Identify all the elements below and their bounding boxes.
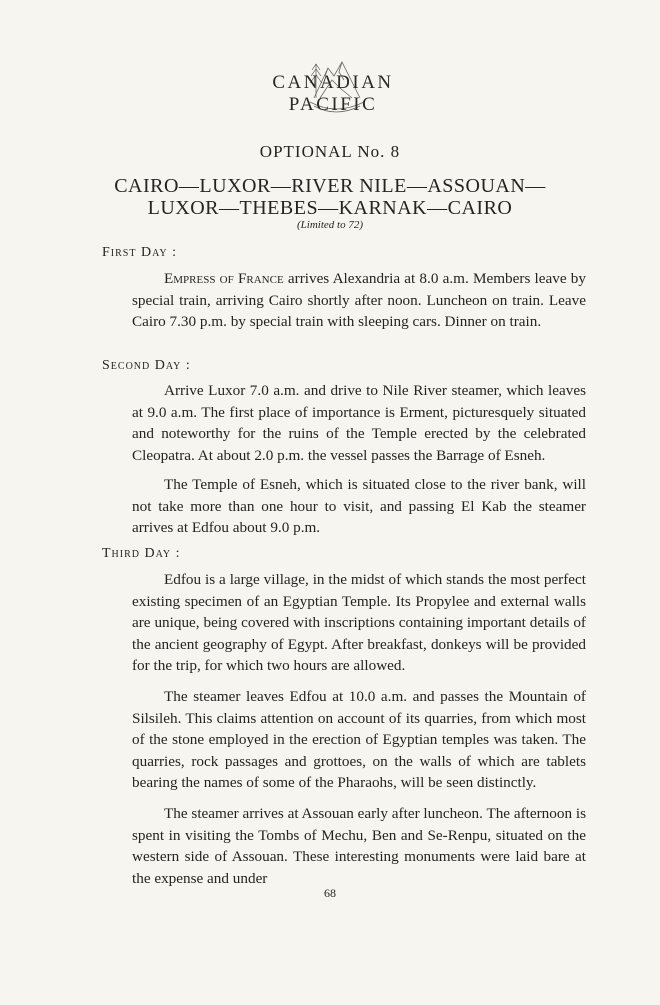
second-day-paragraph-2: The Temple of Esneh, which is situated close to the river bank, will not take more than one hour to visit, and passing El Kab the steamer arrives at Edfou about 9.0 p.m.	[132, 476, 586, 536]
third-day-paragraph-1: Edfou is a large village, in the midst of which stands the most perfect existing specimen of an Egyptian Temple. Its Propylee and external walls are unique, being covered with inscriptions containing important details of the ancient geography of Egypt. After breakfast, donkeys will be provided for the trip, for which two hours are allowed.	[132, 571, 586, 674]
third-day-paragraph-2: The steamer leaves Edfou at 10.0 a.m. and passes the Mountain of Silsileh. This claims attention on account of its quarries, from which most of the stone employed in the erection of Egyptian temples was taken. The quarries, rock passages and grottoes, on the walls of which are tablets bearing the names of some of the Pharaohs, will be seen distinctly.	[132, 688, 586, 791]
day-heading-second: Second Day :	[102, 358, 191, 373]
page-number: 68	[324, 886, 336, 900]
route-title-line-2: LUXOR—THEBES—KARNAK—CAIRO	[147, 197, 513, 219]
day-heading-third: Third Day :	[102, 546, 181, 561]
brand-wordmark: CANADIAN PACIFIC	[272, 72, 394, 115]
optional-title: OPTIONAL No. 8	[259, 142, 401, 161]
third-day-paragraph-3: The steamer arrives at Assouan early after luncheon. The afternoon is spent in visiting the Tombs of Mechu, Ben and Se-Renpu, situated on the western side of Assouan. These interesting monuments were laid bare at the expense and under	[132, 805, 586, 887]
limited-note: (Limited to 72)	[297, 219, 363, 231]
day-heading-first: First Day :	[102, 245, 177, 260]
ship-name: Empress of France	[164, 270, 284, 287]
first-day-text: arrives Alexandria at 8.0 a.m. Members leave by special train, arriving Cairo shortly after noon. Luncheon on train. Leave Cairo 7.30 p.m. by special train with sleeping cars. Dinner on train.	[132, 270, 586, 330]
canadian-pacific-logo	[228, 58, 438, 118]
route-title-line-1: CAIRO—LUXOR—RIVER NILE—ASSOUAN—	[114, 175, 546, 197]
second-day-paragraph-1: Arrive Luxor 7.0 a.m. and drive to Nile River steamer, which leaves at 9.0 a.m. The first place of importance is Erment, picturesquely situated and noteworthy for the ruins of the Temple erected by the celebrated Cleopatra. At about 2.0 p.m. the vessel passes the Barrage of Esneh.	[132, 382, 586, 464]
first-day-paragraph	[132, 268, 586, 333]
